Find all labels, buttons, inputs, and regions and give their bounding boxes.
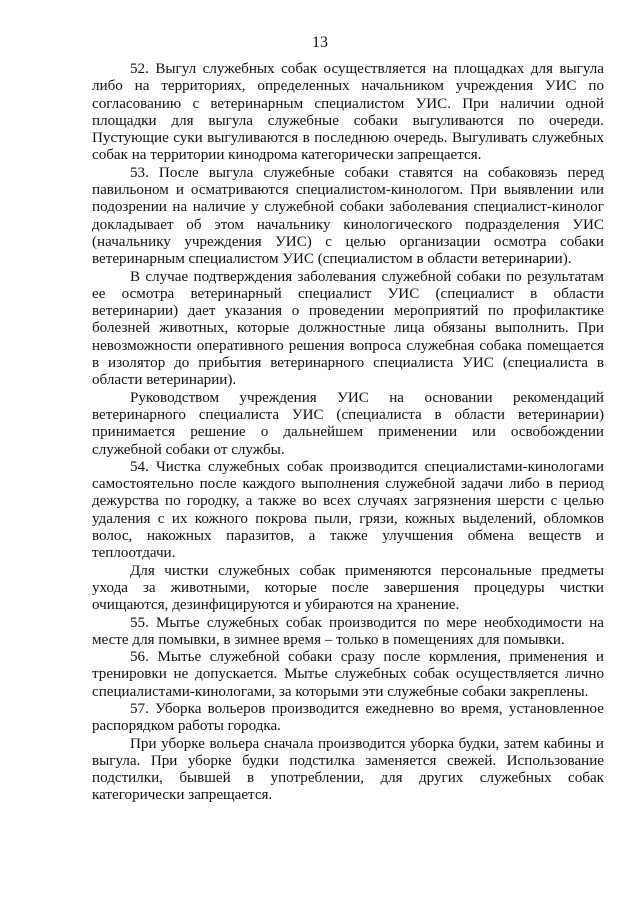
- paragraph-53: 53. После выгула служебные собаки ставятся на собаковязь перед павильоном и осматриваются специалистом-кинологом. При выявлении или подозрении на наличие у служебной собаки заболевания специалист-кинолог докладывает об этом начальнику кинологического подразделения УИС (начальнику учреждения УИС) с целью организации осмотра собаки ветеринарным специалистом УИС (специалистом в области ветеринарии).: [92, 164, 604, 268]
- paragraph-54: 54. Чистка служебных собак производится специалистами-кинологами самостоятельно после каждого выполнения служебной задачи либо в период дежурства по городку, а также во всех случаях загрязнения шерсти с целью удаления с их кожного покрова пыли, грязи, кожных выделений, обломков волос, накожных паразитов, а также улучшения обмена веществ и теплоотдачи.: [92, 458, 604, 562]
- paragraph-55: 55. Мытье служебных собак производится по мере необходимости на месте для помывки, в зимнее время – только в помещениях для помывки.: [92, 614, 604, 648]
- paragraph-54-tools: Для чистки служебных собак применяются персональные предметы ухода за животными, которые после завершения процедуры чистки очищаются, дезинфицируются и убираются на хранение.: [92, 562, 604, 614]
- paragraph-53-decision: Руководством учреждения УИС на основании рекомендаций ветеринарного специалиста УИС (специалиста в области ветеринарии) принимается решение о дальнейшем применении или освобождении служебной собаки от службы.: [92, 389, 604, 458]
- paragraph-56: 56. Мытье служебной собаки сразу после кормления, применения и тренировки не допускается. Мытье служебных собак осуществляется лично специалистами-кинологами, за которыми эти служебные собаки закреплены.: [92, 649, 604, 700]
- paragraph-57-cleaning: При уборке вольера сначала производится уборка будки, затем кабины и выгула. При уборке будки подстилка заменяется свежей. Использование подстилки, бывшей в употреблении, для других служебных собак категорически запрещается.: [92, 735, 604, 804]
- paragraph-52: 52. Выгул служебных собак осуществляется на площадках для выгула либо на территориях, определенных начальником учреждения УИС по согласованию с ветеринарным специалистом УИС. При наличии одной площадки для выгула служебные собаки выгуливаются по очереди. Пустующие суки выгуливаются в последнюю очередь. Выгуливать служебных собак на территории кинодрома категорически запрещается.: [92, 61, 604, 164]
- document-body: [92, 61, 604, 805]
- paragraph-53-confirmation: В случае подтверждения заболевания служебной собаки по результатам ее осмотра ветеринарный специалист УИС (специалист в области ветеринарии) дает указания о проведении мероприятий по профилактике болезней животных, которые должностные лица обязаны выполнить. При невозможности оперативного решения вопроса служебная собака помещается в изолятор до прибытия ветеринарного специалиста УИС (специалиста в области ветеринарии).: [92, 268, 604, 389]
- paragraph-57: 57. Уборка вольеров производится ежедневно во время, установленное распорядком работы городка.: [92, 700, 604, 735]
- page-number: 13: [312, 34, 328, 51]
